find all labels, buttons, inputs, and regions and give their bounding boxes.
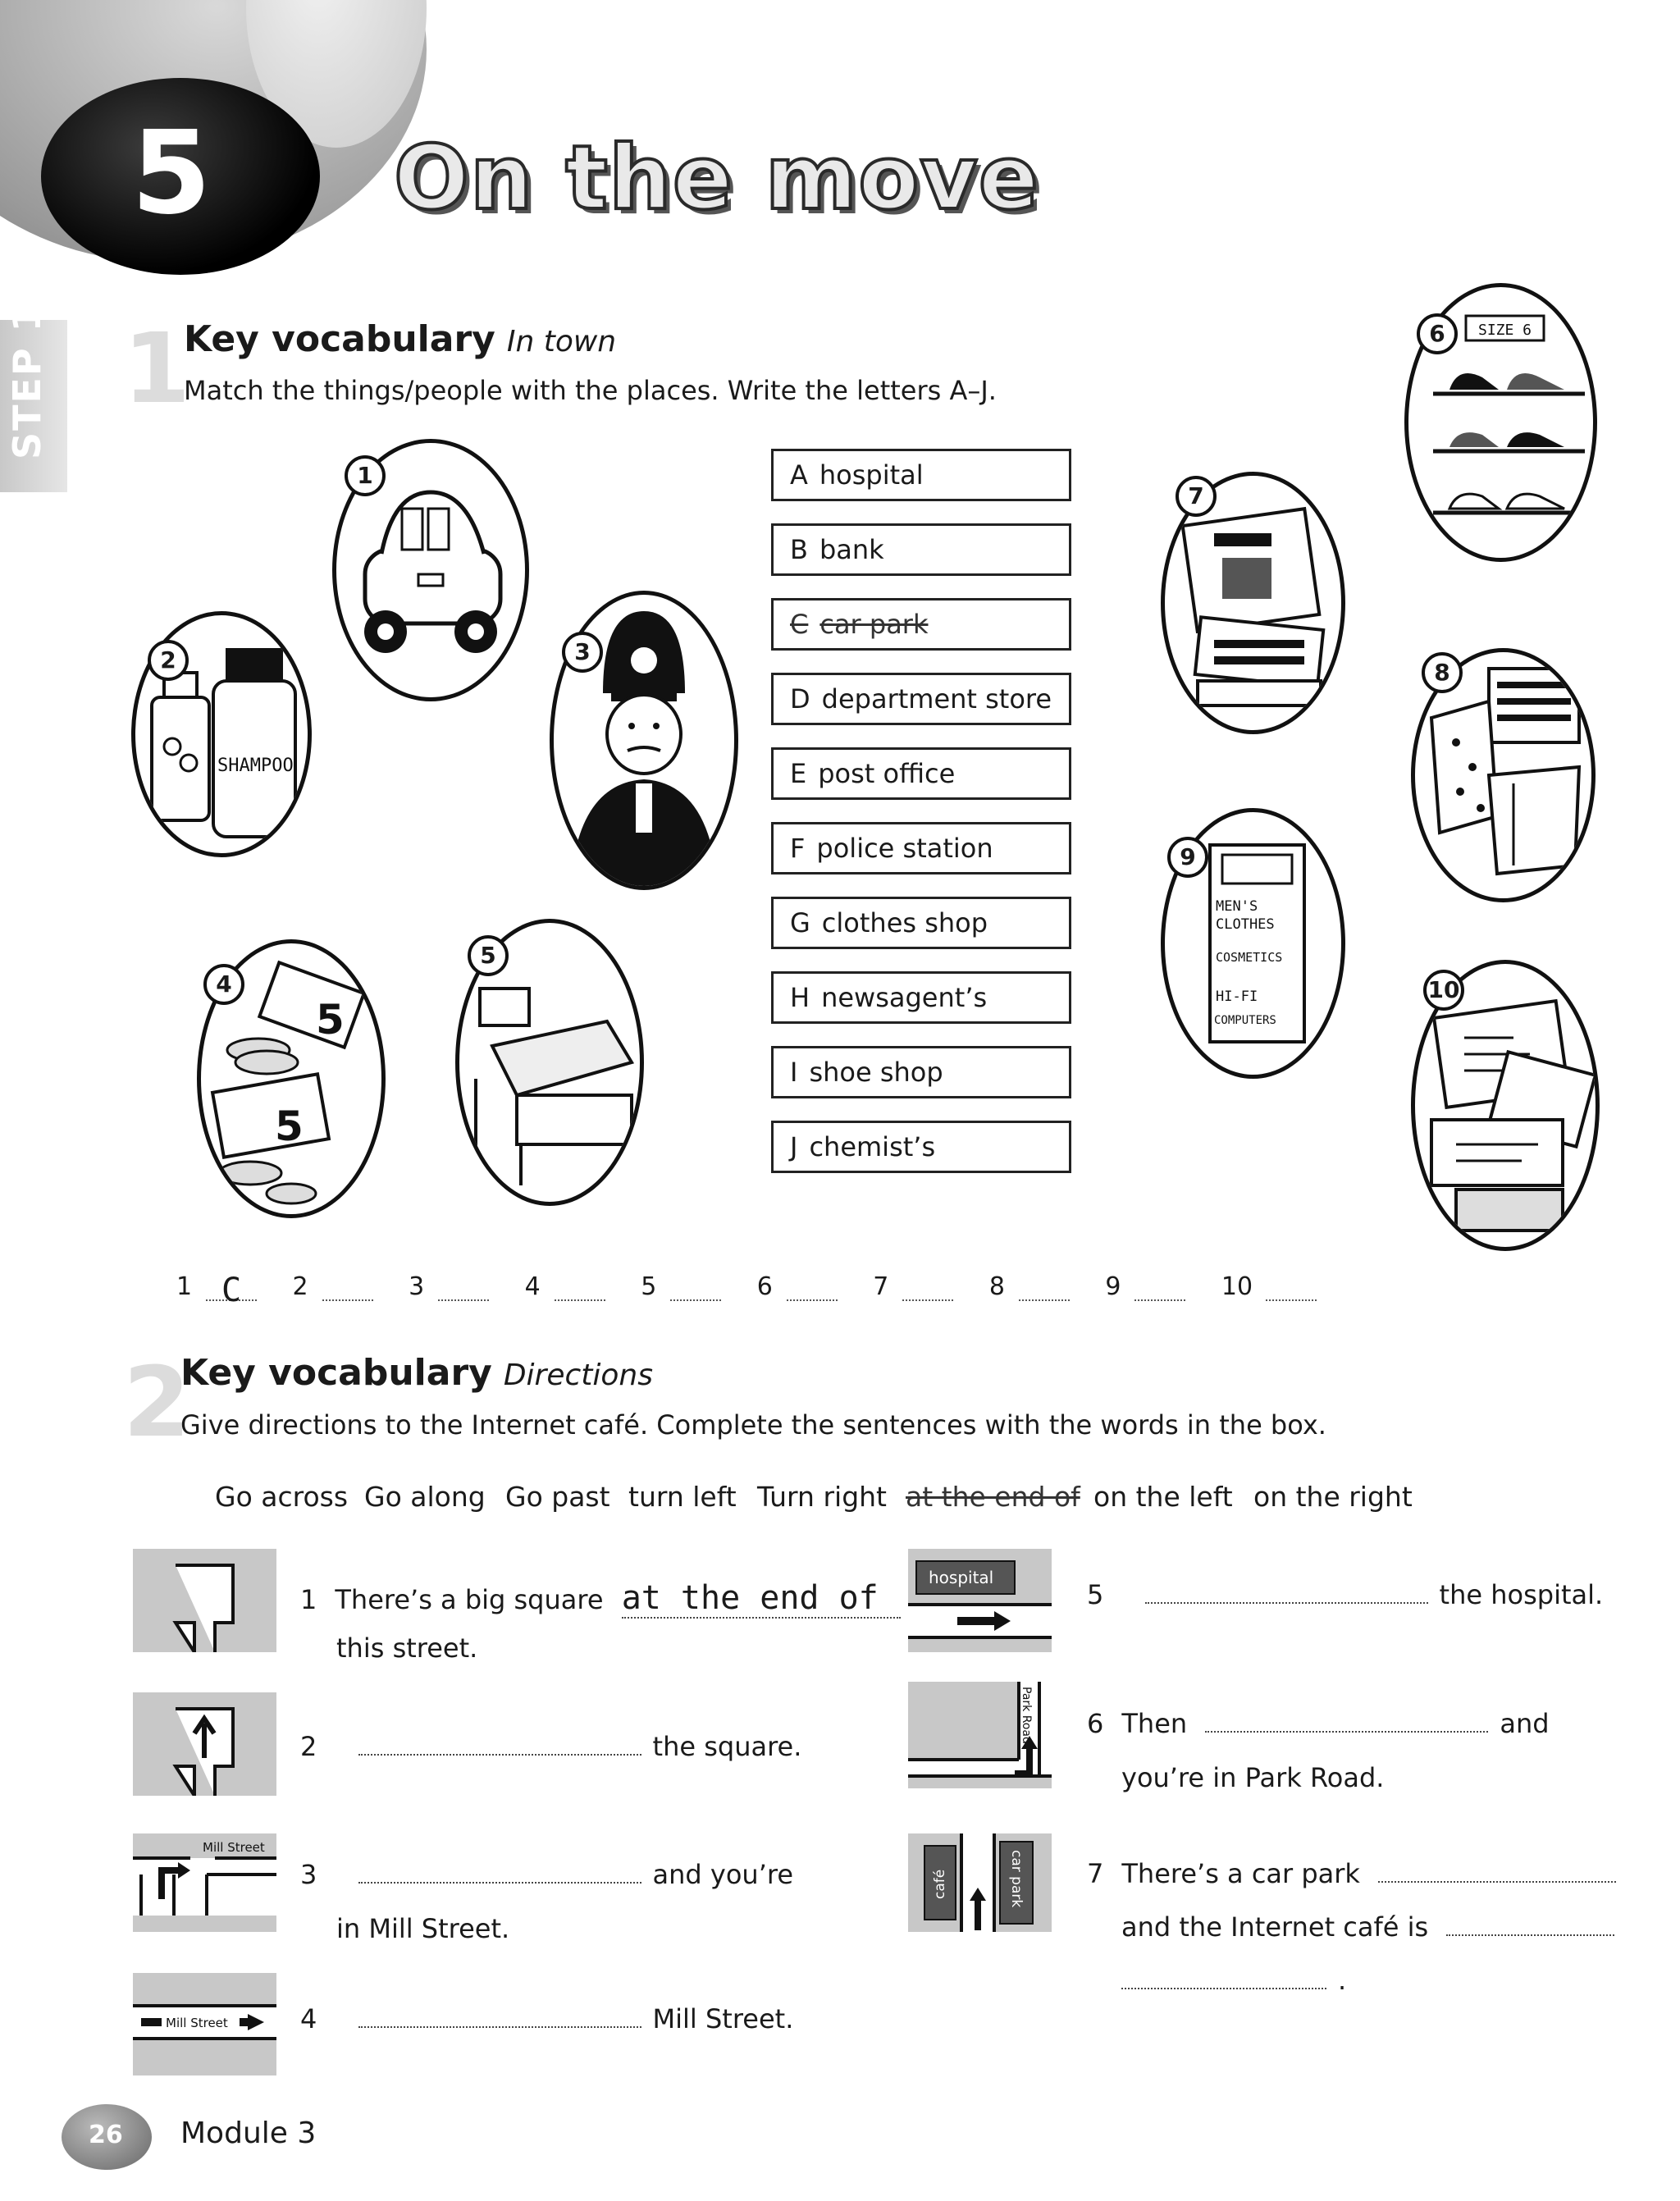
answer-field[interactable] [1145,1601,1428,1604]
exercise-number: 2 [123,1345,191,1459]
answer-item-3: 3 [409,1272,517,1301]
picture-number: 9 [1167,837,1208,878]
sign-line: CLOTHES [1216,916,1275,933]
picture-number: 6 [1417,313,1458,354]
sentence-1-line2: this street. [336,1632,478,1664]
answer-item-5: 5 [641,1272,749,1301]
unit-number: 5 [131,107,212,240]
answer-field[interactable] [358,2025,641,2028]
sentence-1: 1 There’s a big square at the end of [300,1579,901,1619]
sign-line: HI-FI [1216,989,1258,1005]
word-box-item: Go along [364,1481,486,1513]
answer-field[interactable] [1378,1880,1616,1883]
direction-icon-across-square [133,1692,276,1796]
car-park-label: car park [1008,1850,1025,1908]
word-box-item: at the end of [906,1481,1080,1513]
answer-item-4: 4 [525,1272,633,1301]
cafe-label: café [932,1869,948,1899]
answer-item-8: 8 [989,1272,1098,1301]
sentence-2: 2 the square. [300,1731,802,1762]
exercise-title-text: Key vocabulary [180,1352,492,1394]
place-box-g: G clothes shop [771,897,1071,949]
mill-street-label: Mill Street [203,1840,265,1855]
answer-field[interactable] [358,1881,641,1884]
exercise-instruction: Give directions to the Internet café. Complete the sentences with the words in the box. [180,1409,1326,1441]
answer-blank[interactable] [438,1272,489,1301]
exercise-instruction: Match the things/people with the places. Write the letters A–J. [184,375,997,406]
picture-number: 4 [203,964,244,1005]
shampoo-label: SHAMPOO [217,756,294,776]
sentence-4: 4 Mill Street. [300,2003,794,2034]
place-box-j: J chemist’s [771,1121,1071,1173]
answer-item-6: 6 [757,1272,865,1301]
answer-blank[interactable] [555,1272,605,1301]
direction-icon-past-hospital [908,1549,1052,1652]
sentence-7-line2: and the Internet café is [1121,1911,1614,1943]
exercise-subtitle: In town [506,325,617,358]
answer-field[interactable] [1121,1987,1326,1989]
exercise-title [180,1352,653,1394]
unit-title: On the move [394,127,1040,230]
hospital-label: hospital [929,1568,994,1587]
exercise-number: 1 [123,312,191,425]
sentence-7: 7 There’s a car park [1087,1858,1616,1889]
size-sign: SIZE 6 [1478,322,1532,339]
answer-item-2: 2 [293,1272,401,1301]
sentence-3-line2: in Mill Street. [336,1913,510,1944]
place-box-c: C car park [771,598,1071,651]
answer-item-7: 7 [873,1272,981,1301]
page-number: 26 [89,2121,123,2149]
sentence-5: 5 the hospital. [1087,1579,1604,1610]
module-label: Module 3 [180,2117,317,2150]
place-box-h: H newsagent’s [771,971,1071,1024]
word-box-item: turn left [628,1481,737,1513]
direction-icon-along-mill-street [133,1973,276,2075]
answer-item-1: 1 C [176,1272,285,1301]
direction-icon-turn-mill-street [133,1833,276,1932]
direction-icon-cafe-car-park [908,1833,1052,1932]
place-box-i: I shoe shop [771,1046,1071,1098]
answer-blank[interactable] [902,1272,953,1301]
place-box-b: B bank [771,523,1071,576]
answer-item-10: 10 [1221,1272,1344,1301]
sentence-3: 3 and you’re [300,1859,794,1890]
place-box-a: A hospital [771,449,1071,501]
answer-field[interactable] [358,1753,641,1756]
exercise-title [184,318,616,360]
sentence-6-line2: you’re in Park Road. [1121,1762,1385,1793]
answer-blank[interactable]: C [206,1272,257,1301]
answer-field[interactable] [1205,1730,1488,1733]
svg-text:5: 5 [275,1103,304,1150]
place-box-e: E post office [771,747,1071,800]
picture-number: 3 [562,632,603,673]
answer-blank[interactable] [1266,1272,1317,1301]
direction-icon-square [133,1549,276,1652]
svg-text:5: 5 [316,996,345,1043]
mill-street-label: Mill Street [166,2016,228,2030]
exercise-subtitle: Directions [503,1359,654,1392]
step-label: STEP 1 [5,304,49,459]
answer-field[interactable]: at the end of [622,1579,901,1619]
answer-row [176,1272,1344,1309]
sign-line: COSMETICS [1216,950,1283,965]
answer-blank[interactable] [787,1272,838,1301]
park-road-label: Park Road [1020,1687,1033,1744]
place-box-d: D department store [771,673,1071,725]
answer-blank[interactable] [1134,1272,1185,1301]
place-box-f: F police station [771,822,1071,874]
picture-number: 8 [1422,652,1463,693]
sign-line: MEN'S [1216,898,1258,915]
picture-number: 7 [1176,476,1217,517]
word-box-item: Go past [505,1481,610,1513]
exercise-title-text: Key vocabulary [184,318,495,360]
word-box-item: on the right [1253,1481,1413,1513]
word-box-item: Turn right [757,1481,887,1513]
picture-number: 10 [1423,970,1464,1011]
direction-icon-turn-park-road [908,1682,1052,1788]
picture-number: 1 [345,455,386,496]
answer-blank[interactable] [322,1272,373,1301]
answer-item-9: 9 [1105,1272,1213,1301]
answer-blank[interactable] [1019,1272,1070,1301]
word-box-item: on the left [1093,1481,1233,1513]
answer-blank[interactable] [670,1272,721,1301]
word-box-item: Go across [215,1481,349,1513]
sentence-6: 6 Then and [1087,1708,1550,1739]
sentence-7-line3: . [1121,1965,1346,1996]
picture-number: 5 [468,935,509,976]
picture-number: 2 [148,640,189,681]
answer-field[interactable] [1446,1934,1614,1936]
sign-line: COMPUTERS [1214,1014,1276,1027]
